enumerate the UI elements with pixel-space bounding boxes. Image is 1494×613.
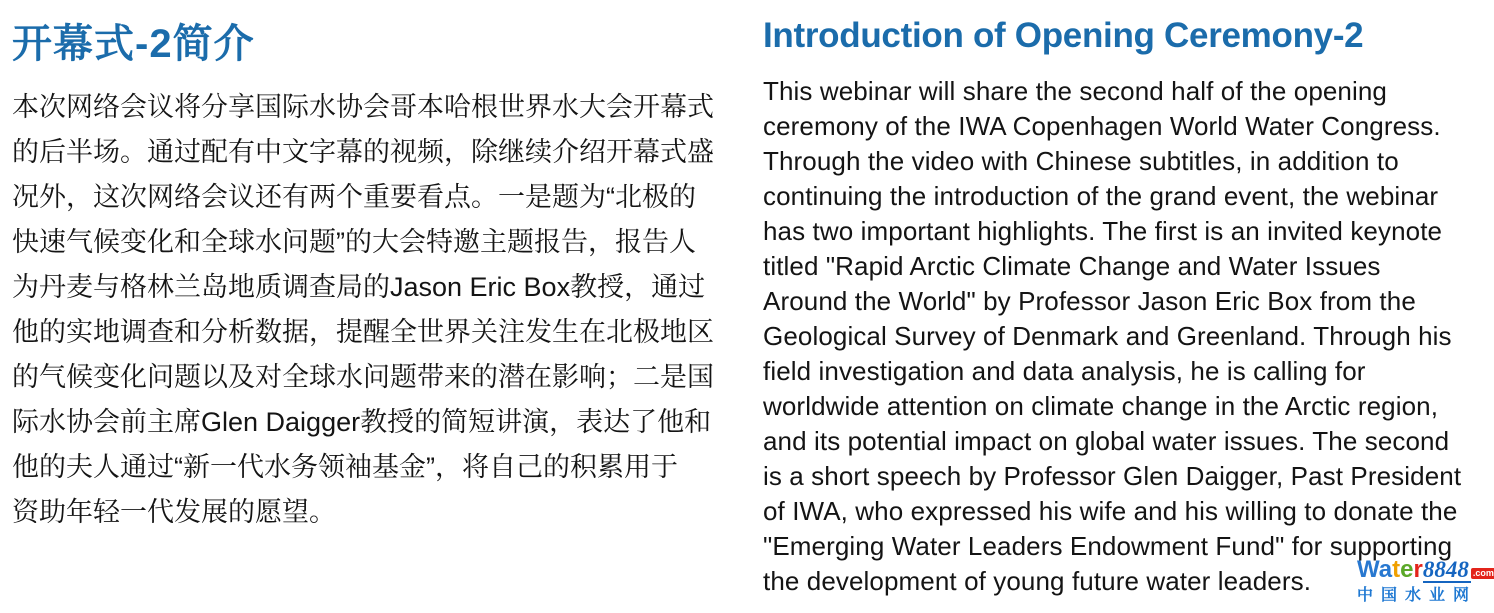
water8848-wordmark: [1357, 558, 1493, 583]
logo-letter-t: t: [1392, 556, 1401, 583]
text-line: 资助年轻一代发展的愿望。: [12, 497, 336, 527]
text-line: This webinar will share the second half of the opening: [763, 76, 1387, 106]
text-line: continuing the introduction of the grand event, the webinar: [763, 181, 1439, 211]
text-line: Geological Survey of Denmark and Greenland. Through his: [763, 321, 1452, 351]
text-line: field investigation and data analysis, he is calling for: [763, 356, 1366, 386]
text-line: 他的夫人通过“新一代水务领袖基金”，将自己的积累用于: [12, 452, 678, 482]
text-line: 际水协会前主席Glen Daigger教授的简短讲演，表达了他和: [12, 407, 712, 437]
text-line: has two important highlights. The first is an invited keynote: [763, 216, 1443, 246]
text-line: and its potential impact on global water issues. The second: [763, 426, 1450, 456]
chinese-paragraph: [12, 85, 747, 535]
text-line: 为丹麦与格林兰岛地质调查局的Jason Eric Box教授，通过: [12, 272, 706, 302]
english-heading: Introduction of Opening Ceremony-2: [763, 16, 1364, 55]
text-line: worldwide attention on climate change in the Arctic region,: [763, 391, 1439, 421]
text-line: the development of young future water leaders.: [763, 566, 1312, 596]
text-line: 的气候变化问题以及对全球水问题带来的潜在影响；二是国: [12, 362, 714, 392]
english-column: [763, 0, 1489, 599]
text-line: 况外，这次网络会议还有两个重要看点。一是题为“北极的: [12, 182, 696, 212]
logo-letters-wa: Wa: [1357, 556, 1393, 583]
text-line: is a short speech by Professor Glen Daigger, Past President: [763, 461, 1462, 491]
text-line: 本次网络会议将分享国际水协会哥本哈根世界水大会开幕式: [12, 92, 714, 122]
chinese-heading: 开幕式-2简介: [12, 22, 255, 66]
text-line: Around the World" by Professor Jason Eric Box from the: [763, 286, 1416, 316]
logo-letter-r: r: [1413, 556, 1423, 583]
chinese-column: [12, 0, 747, 535]
logo-tagline: 中国水业网: [1357, 587, 1478, 604]
text-line: ceremony of the IWA Copenhagen World Water Congress.: [763, 111, 1441, 141]
text-line: Through the video with Chinese subtitles, in addition to: [763, 146, 1399, 176]
text-line: "Emerging Water Leaders Endowment Fund" for supporting: [763, 531, 1453, 561]
text-line: titled "Rapid Arctic Climate Change and Water Issues: [763, 251, 1381, 281]
water8848-logo: [1357, 558, 1493, 604]
logo-dotcom-badge: .com: [1472, 568, 1494, 578]
text-line: 快速气候变化和全球水问题”的大会特邀主题报告，报告人: [12, 227, 696, 257]
text-line: 他的实地调查和分析数据，提醒全世界关注发生在北极地区: [12, 317, 714, 347]
text-line: 的后半场。通过配有中文字幕的视频，除继续介绍开幕式盛: [12, 137, 714, 167]
logo-letter-e: e: [1400, 556, 1414, 583]
text-line: of IWA, who expressed his wife and his willing to donate the: [763, 496, 1458, 526]
logo-number-8848: 8848: [1422, 557, 1469, 582]
english-paragraph: [763, 74, 1489, 599]
